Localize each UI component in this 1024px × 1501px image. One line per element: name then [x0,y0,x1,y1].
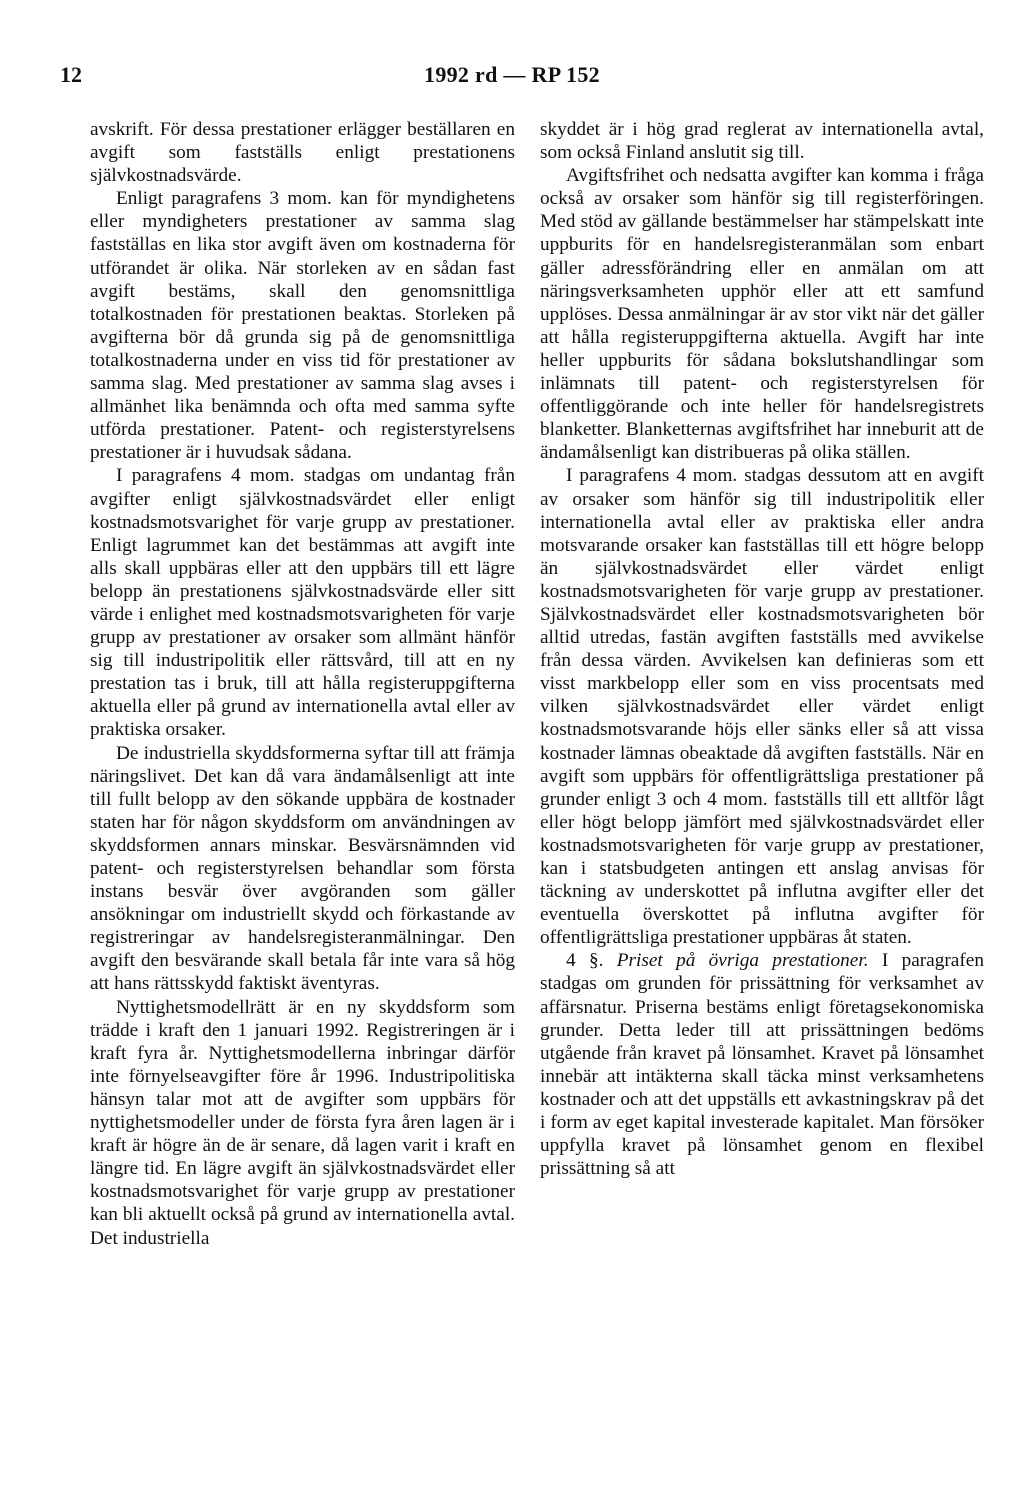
section-paragraph [540,949,984,1180]
paragraph: I paragrafens 4 mom. stadgas dessutom att en avgift av orsaker som hänför sig till industripolitik eller internationella avtal eller av praktiska eller andra motsvarande orsaker kan fastställas till ett högre belopp än självkostnadsvärdet eller värdet enligt kostnadsmotsvarigheten för varje grupp av prestationer. Självkostnadsvärdet eller kostnadsmotsvarigheten bör alltid utredas, fastän avgiften fastställs med avvikelse från dessa värden. Avvikelsen kan definieras som ett visst markbelopp eller som en viss procentsats med vilken självkostnadsvärdet eller värdet enligt kostnadsmotsvarande höjs eller sänks eller så att vissa kostnader lämnas obeaktade då avgiften fastställs. När en avgift som uppbärs för offentligrättsliga prestationer på grunder enligt 3 och 4 mom. fastställs till ett alltför lågt eller högt belopp jämfört med självkostnadsvärdet eller kostnadsmotsvarigheten för varje grupp av prestationer, kan i statsbudgeten antingen ett anslag anvisas för täckning av underskottet på influtna avgifter eller det eventuella överskottet på influtna avgifter för offentligrättsliga prestationer uppbäras åt staten. [540,465,984,949]
running-title: 1992 rd — RP 152 [424,62,600,87]
paragraph: avskrift. För dessa prestationer erlägger beställaren en avgift som fastställs enligt prestationens självkostnadsvärde. [90,119,515,187]
paragraph: De industriella skyddsformerna syftar till att främja näringslivet. Det kan då vara ändamålsenligt att inte till fullt belopp av den sökande uppbära de kostnader staten har för någon skyddsform om användningen av skyddsformen annars minskar. Besvärsnämnden vid patent- och registerstyrelsen behandlar som första instans besvär över avgöranden som gäller ansökningar om industriellt skydd och förkastande av registreringar av handelsregisteranmälningar. Den avgift den besvärande skall betala får inte vara så hög att hans rättsskydd faktiskt äventyras. [90,742,515,995]
paragraph: Enligt paragrafens 3 mom. kan för myndighetens eller myndigheters prestationer av samma slag fastställas en lika stor avgift även om kostnaderna för utförandet är olika. När storleken av en sådan fast avgift bestäms, skall den genomsnittliga totalkostnaden för prestationen beaktas. Storleken på avgifterna bör då grunda sig på de genomsnittliga totalkostnaderna under en viss tid för prestationer av samma slag. Med prestationer av samma slag avses i allmänhet lika benämnda och ofta med samma syfte utförda prestationer. Patent- och registerstyrelsens prestationer är i huvudsak sådana. [90,188,515,464]
paragraph: Nyttighetsmodellrätt är en ny skyddsform som trädde i kraft den 1 januari 1992. Registreringen är i kraft fyra år. Nyttighetsmodellerna inbringar därför inte förnyelseavgifter före år 1996. Industripolitiska hänsyn talar mot att de avgifter som uppbärs för nyttighetsmodeller under de första fyra åren lagen är i kraft är högre än de är senare, då lagen varit i kraft en längre tid. En lägre avgift än självkostnadsvärdet eller kostnadsmotsvarighet för varje grupp av prestationer kan bli aktuellt också på grund av internationella avtal. Det industriella [90,996,515,1249]
section-body: I paragrafen stadgas om grunden för prissättning för verksamhet av affärsnatur. Priserna bestäms enligt företagsekonomiska grunder. Detta leder till att prissättningen bedöms utgående från kravet på lönsamhet. Kravet på lönsamhet innebär att intäkterna skall täcka minst verksamhetens kostnader och att det uppställs ett avkastningskrav på det i form av eget kapital investerade kapitalet. Man försöker uppfylla kravet på lönsamhet genom en flexibel prissättning så att [540,950,984,1180]
paragraph: skyddet är i hög grad reglerat av internationella avtal, som också Finland anslutit sig till. [540,119,984,164]
right-column [540,118,984,1180]
section-heading: Priset på övriga prestationer. [616,950,869,972]
paragraph: I paragrafens 4 mom. stadgas om undantag från avgifter enligt självkostnadsvärdet eller enligt kostnadsmotsvarighet för varje grupp av prestationer. Enligt lagrummet kan det bestämmas att avgift inte alls skall uppbäras eller att den uppbärs till ett lägre belopp än prestationens självkostnadsvärde eller sitt värde i enlighet med kostnadsmotsvarigheten för varje grupp av prestationer av orsaker som allmänt hänför sig till industripolitik eller rättsvård, till att en ny prestation tas i bruk, till att hålla registeruppgifterna aktuella eller på grund av internationella avtal eller av praktiska orsaker. [90,465,515,741]
left-column [90,118,515,1250]
paragraph: Avgiftsfrihet och nedsatta avgifter kan komma i fråga också av orsaker som hänför sig till registerföringen. Med stöd av gällande bestämmelser har stämpelskatt inte uppburits för en handelsregisteranmälan som enbart gäller adressförändring eller en anmälan om att näringsverksamheten upphör eller att ett samfund upplöses. Dessa anmälningar är av stor vikt när det gäller att hålla registeruppgifterna aktuella. Avgift har inte heller uppburits för sådana bokslutshandlingar som inlämnats till patent- och registerstyrelsen för offentliggörande och inte heller för handelsregistrets blanketter. Blanketternas avgiftsfrihet har inneburit att de ändamålsenligt kan distribueras på olika ställen. [540,165,984,464]
page-number: 12 [60,62,82,87]
section-number: 4 §. [566,950,604,972]
